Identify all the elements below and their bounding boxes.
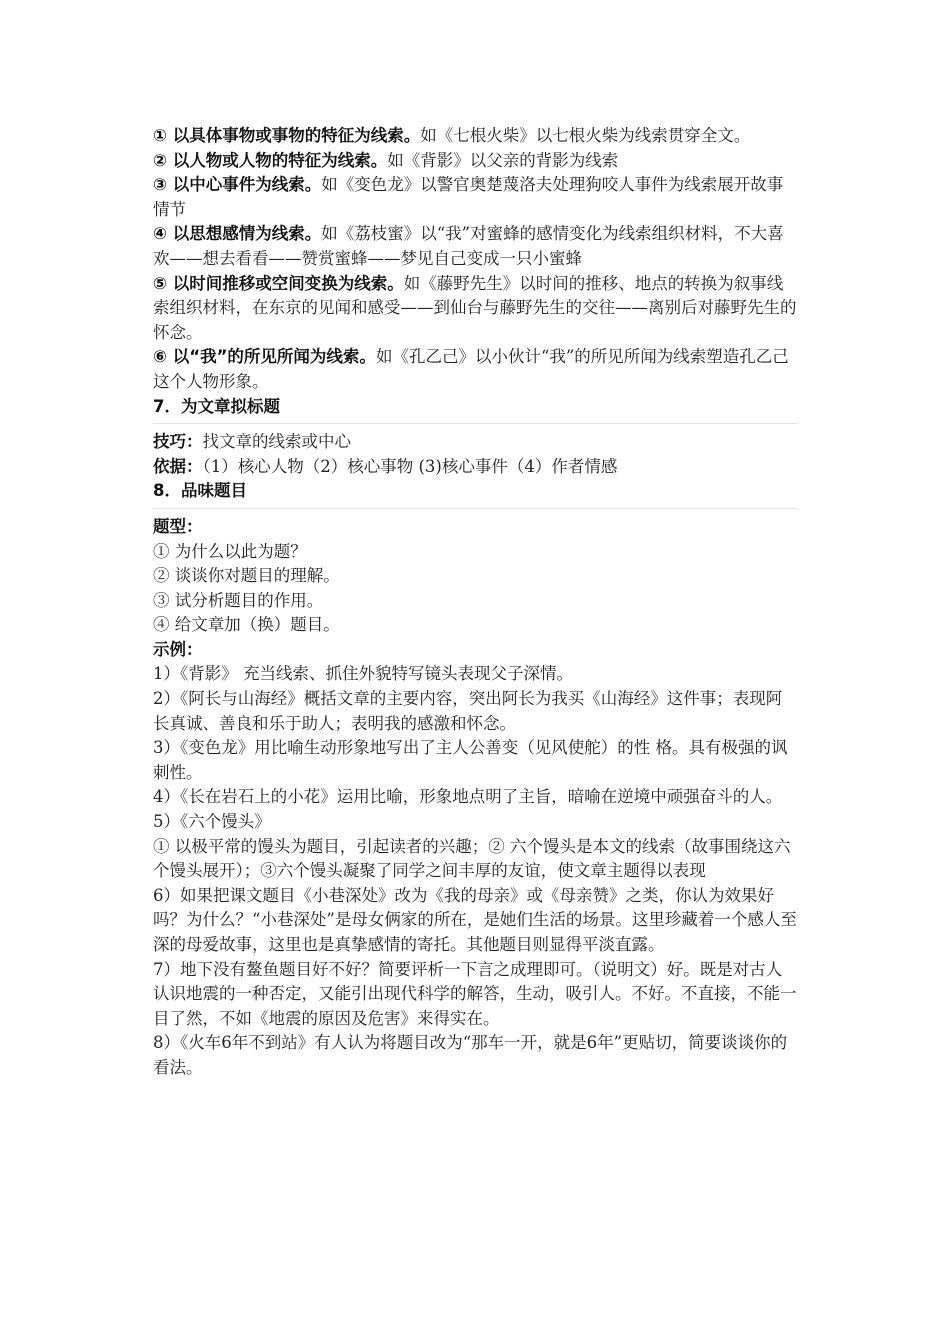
type-item-4: ④ 给文章加（换）题目。	[153, 615, 340, 635]
clue-heading-6	[153, 347, 376, 366]
clue-heading-2	[153, 151, 387, 170]
section-8-divider	[153, 508, 798, 509]
examples-label: 示例：	[153, 639, 203, 659]
clue-text-1: 如《七根火柴》以七根火柴为线索贯穿全文。	[420, 126, 751, 145]
example-5-detail: ① 以极平常的馒头为题目，引起读者的兴趣；② 六个馒头是本文的线索（故事围绕这六个馒头展开）；③六个馒头凝聚了同学之间丰厚的友谊，使文章主题得以表现	[153, 836, 791, 881]
example-3: 3）《变色龙》用比喻生动形象地写出了主人公善变（见风使舵）的性 格。具有极强的讽刺性。	[153, 738, 788, 782]
clue-text-5: 如《藤野先生》以时间的推移、地点的转换为叙事线索组织材料，在东京的见闻和感受——到仙台与藤野先生的交往——离别后对藤野先生的怀念。	[153, 273, 797, 342]
type-item-2: ② 谈谈你对题目的理解。	[153, 566, 340, 586]
clue-heading-text-4: 以思想感情为线索。	[172, 224, 322, 244]
clue-marker-4: ④	[153, 224, 167, 244]
clue-heading-text-1: 以具体事物或事物的特征为线索。	[172, 126, 421, 145]
example-8: 8）《火车6年不到站》有人认为将题目改为“那车一开，就是6年”更贴切，简要谈谈你的看法。	[153, 1033, 788, 1077]
clue-heading-5	[153, 274, 404, 293]
example-5: 5）《六个馒头》	[153, 812, 271, 832]
clue-marker-3: ③	[153, 175, 167, 195]
example-2: 2）《阿长与山海经》概括文章的主要内容，突出阿长为我买《山海经》这件事；表现阿长真诚、善良和乐于助人；表明我的感激和怀念。	[153, 689, 783, 733]
example-4: 4）《长在岩石上的小花》运用比喻，形象地点明了主旨，暗喻在逆境中顽强奋斗的人。	[153, 787, 783, 807]
basis-line	[153, 455, 798, 480]
clue-heading-text-3: 以中心事件为线索。	[172, 175, 322, 195]
skill-text: 找文章的线索或中心	[202, 432, 351, 452]
section-8-title: 8．品味题目	[153, 481, 247, 501]
clue-heading-4	[153, 224, 321, 243]
example-6: 6）如果把课文题目《小巷深处》改为《我的母亲》或《母亲赞》之类，你认为效果好吗？为什么？“小巷深处”是母女俩家的所在，是她们生活的场景。这里珍藏着一个感人至深的母爱故事，这里也是真挚感情的寄托。其他题目则显得平淡直露。	[153, 885, 797, 954]
clue-item-5	[153, 272, 798, 346]
clue-text-6: 如《孔乙己》以小伙计“我”的所见所闻为线索塑造孔乙己这个人物形象。	[153, 347, 789, 391]
clue-text-2: 如《背影》以父亲的背影为线索	[387, 150, 619, 170]
skill-line	[153, 430, 798, 455]
clue-marker-2: ②	[153, 150, 167, 170]
clue-heading-text-6: 以“我”的所见所闻为线索。	[172, 347, 376, 367]
clue-item-1	[153, 124, 798, 149]
clue-marker-1: ①	[153, 126, 167, 145]
clue-text-3: 如《变色龙》以警官奥楚蔑洛夫处理狗咬人事件为线索展开故事情节	[153, 175, 784, 219]
clue-heading-3	[153, 175, 321, 194]
basis-text: （1）核心人物（2）核心事物 (3)核心事件（4）作者情感	[202, 456, 618, 476]
example-7: 7）地下没有鳌鱼题目好不好？简要评析一下言之成理即可。（说明文）好。既是对古人认识地震的一种否定，又能引出现代科学的解答，生动，吸引人。不好。不直接，不能一目了然，不如《地震的原因及危害》来得实在。	[153, 959, 797, 1028]
clue-item-3	[153, 173, 798, 222]
clue-item-4	[153, 222, 798, 271]
section-7-divider	[153, 423, 798, 424]
clue-heading-text-2: 以人物或人物的特征为线索。	[172, 150, 388, 170]
clue-item-6	[153, 345, 798, 394]
clue-marker-6: ⑥	[153, 347, 167, 367]
clue-marker-5: ⑤	[153, 273, 167, 293]
clue-text-4: 如《荔枝蜜》以“我”对蜜蜂的感情变化为线索组织材料，不大喜欢——想去看看——赞赏蜜蜂——梦见自己变成一只小蜜蜂	[153, 224, 784, 268]
type-item-1: ① 为什么以此为题？	[153, 541, 307, 561]
types-label: 题型：	[153, 516, 203, 536]
document-page	[153, 124, 798, 1081]
skill-label: 技巧：	[153, 432, 203, 452]
clue-heading-text-5: 以时间推移或空间变换为线索。	[172, 273, 404, 293]
example-1: 1）《背影》 充当线索、抓住外貌特写镜头表现父子深情。	[153, 664, 573, 684]
section-7-title: 7．为文章拟标题	[153, 396, 280, 416]
type-item-3: ③ 试分析题目的作用。	[153, 590, 324, 610]
clue-item-2	[153, 149, 798, 174]
basis-label: 依据：	[153, 456, 203, 476]
clue-heading-1	[153, 126, 420, 145]
